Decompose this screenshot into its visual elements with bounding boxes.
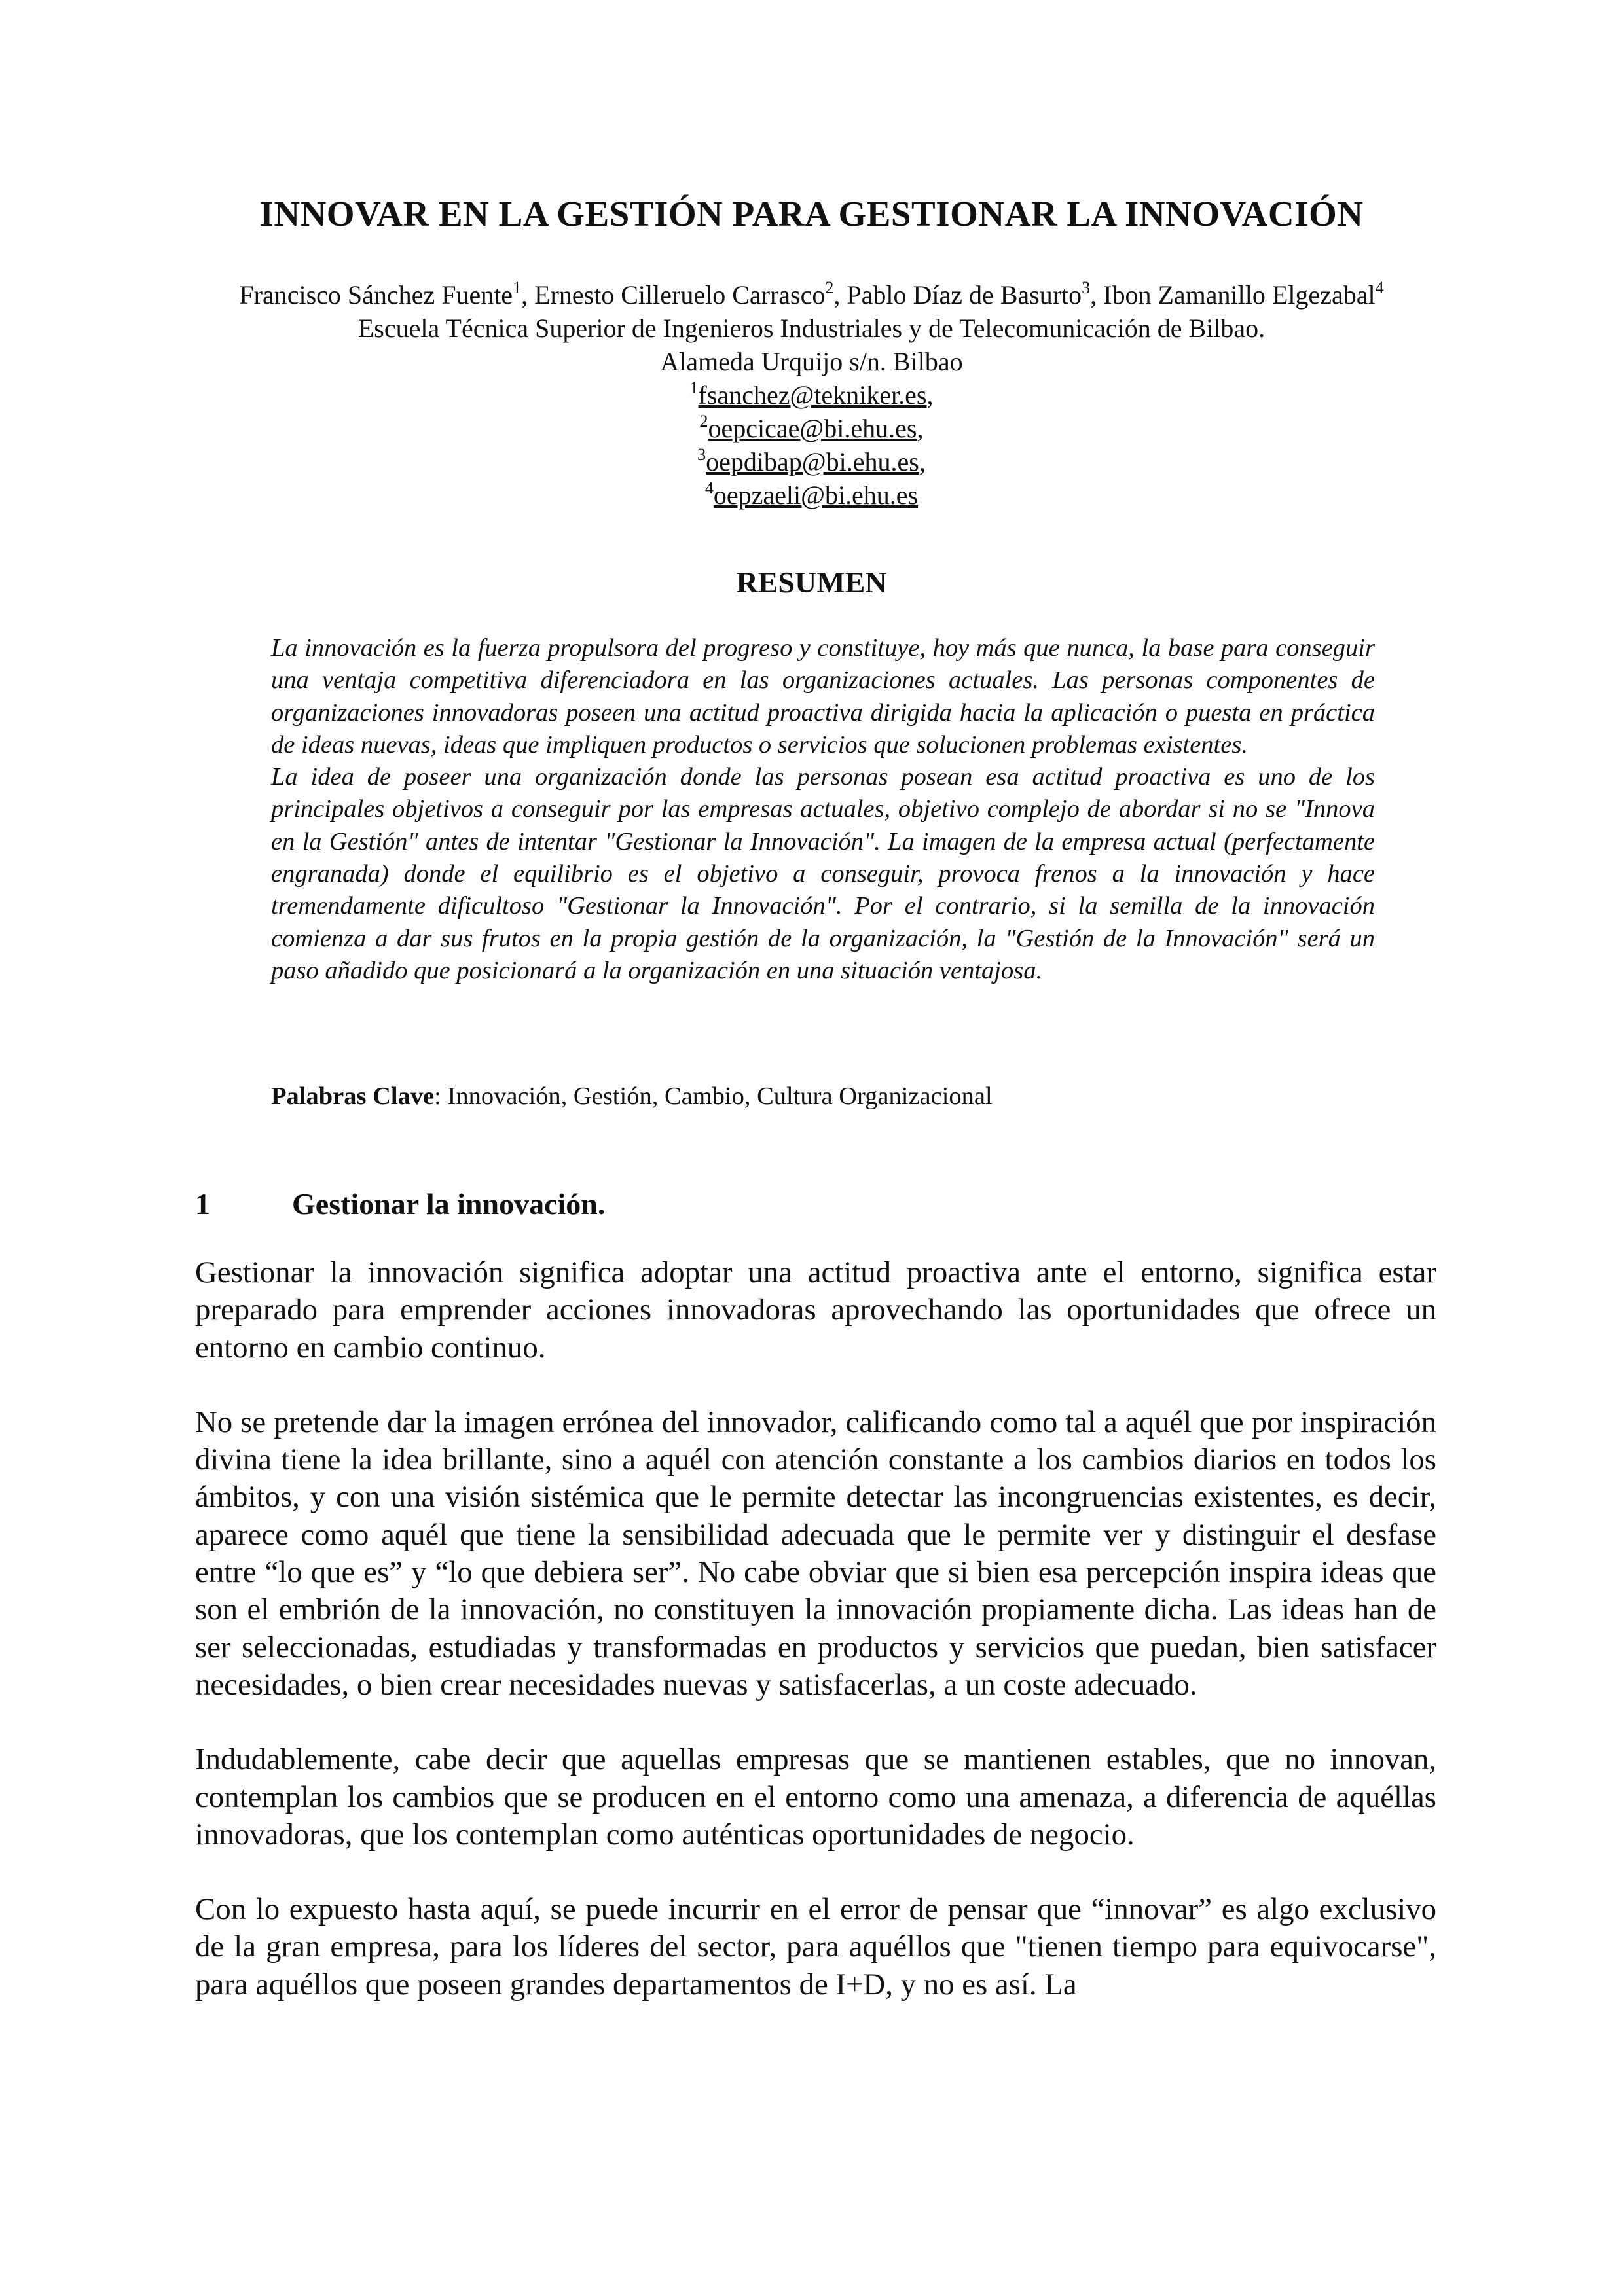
author-name: Pablo Díaz de Basurto — [847, 280, 1082, 310]
body-paragraph: Indudablemente, cabe decir que aquellas empresas que se mantienen estables, que no innovan, contemplan los cambios que se producen en el entorno como una amenaza, a diferencia de aquéllas innovadoras, que los contemplan como auténticas oportunidades de negocio. — [195, 1742, 1436, 1852]
abstract-paragraph: La innovación es la fuerza propulsora del progreso y constituye, hoy más que nunca, la base para conseguir una ventaja competitiva diferenciadora en las organizaciones actuales. Las personas componentes de organizaciones innovadoras poseen una actitud proactiva dirigida hacia la aplicación o puesta en práctica de ideas nuevas, ideas que impliquen productos o servicios que solucionen problemas existentes. — [271, 634, 1375, 759]
email-link[interactable]: fsanchez@tekniker.es — [698, 380, 927, 410]
abstract-body — [271, 632, 1375, 987]
email-line: $^1$fsanchez@tekniker.es, — [689, 378, 934, 410]
author-name: Francisco Sánchez Fuente — [239, 280, 513, 310]
author-affiliation-mark: 3 — [1082, 278, 1091, 297]
email-link[interactable]: oepdibap@bi.ehu.es — [706, 447, 919, 476]
section-heading — [195, 1185, 605, 1224]
body-paragraph: Con lo expuesto hasta aquí, se puede incurrir en el error de pensar que “innovar” es algo exclusivo de la gran empresa, para los líderes del sector, para aquéllos que "tienen tiempo para equivocarse", para aquéllos que poseen grandes departamentos de I+D, y no es así. La — [195, 1892, 1436, 2001]
author-names-line: Francisco Sánchez Fuente$^1$, Ernesto Cilleruelo Carrasco$^2$, Pablo Díaz de Basurto$^3$, Ibon Zamanillo Elgezabal$^4$ — [239, 278, 1384, 310]
author-affiliation-mark: 2 — [825, 278, 834, 297]
email-line: $^4$oepzaeli@bi.ehu.es — [704, 478, 919, 510]
author-name: Ernesto Cilleruelo Carrasco — [534, 280, 826, 310]
address: Alameda Urquijo s/n. Bilbao — [660, 347, 963, 376]
abstract-paragraph: La idea de poseer una organización donde las personas posean esa actitud proactiva es uno de los principales objetivos a conseguir por las empresas actuales, objetivo complejo de abordar si no se "Innova en la Gestión" antes de intentar "Gestionar la Innovación". La imagen de la empresa actual (perfectamente engranada) donde el equilibrio es el objetivo a conseguir, provoca frenos a la innovación y hace tremendamente dificultoso "Gestionar la Innovación". Por el contrario, si la semilla de la innovación comienza a dar sus frutos en la propia gestión de la organización, la "Gestión de la Innovación" será un paso añadido que posicionará a la organización en una situación ventajosa. — [271, 763, 1375, 984]
section-body — [195, 1254, 1436, 2041]
author-block — [0, 278, 1623, 512]
paper-title: INNOVAR EN LA GESTIÓN PARA GESTIONAR LA INNOVACIÓN — [259, 194, 1364, 234]
section-number: 1 — [195, 1187, 210, 1221]
body-paragraph: Gestionar la innovación significa adoptar una actitud proactiva ante el entorno, significa estar preparado para emprender acciones innovadoras aprovechando las oportunidades que ofrece un entorno en cambio continuo. — [195, 1255, 1436, 1365]
author-affiliation-mark: 1 — [513, 278, 522, 297]
abstract-heading: RESUMEN — [736, 565, 887, 599]
keywords-list: : Innovación, Gestión, Cambio, Cultura Organizacional — [434, 1083, 993, 1110]
institution: Escuela Técnica Superior de Ingenieros Industriales y de Telecomunicación de Bilbao. — [357, 314, 1266, 343]
body-paragraph: No se pretende dar la imagen errónea del innovador, calificando como tal a aquél que por inspiración divina tiene la idea brillante, sino a aquél con atención constante a los cambios diarios en todos los ámbitos, y con una visión sistémica que le permite detectar las incongruencias existentes, es decir, aparece como aquél que tiene la sensibilidad adecuada que le permite ver y distinguir el desfase entre “lo que es” y “lo que debiera ser”. No cabe obviar que si bien esa percepción inspira ideas que son el embrión de la innovación, no constituyen la innovación propiamente dicha. Las ideas han de ser seleccionadas, estudiadas y transformadas en productos y servicios que puedan, bien satisfacer necesidades, o bien crear necesidades nuevas y satisfacerlas, a un coste adecuado. — [195, 1405, 1436, 1702]
author-name: Ibon Zamanillo Elgezabal — [1103, 280, 1376, 310]
keywords-label: Palabras Clave — [271, 1083, 435, 1110]
email-line: $^2$oepcicae@bi.ehu.es, — [699, 412, 924, 443]
section-title: Gestionar la innovación. — [292, 1187, 606, 1221]
email-line: $^3$oepdibap@bi.ehu.es, — [697, 445, 926, 476]
email-link[interactable]: oepcicae@bi.ehu.es — [708, 414, 917, 443]
author-affiliation-mark: 4 — [1375, 278, 1384, 297]
email-link[interactable]: oepzaeli@bi.ehu.es — [713, 480, 919, 510]
keywords — [271, 1080, 1375, 1113]
